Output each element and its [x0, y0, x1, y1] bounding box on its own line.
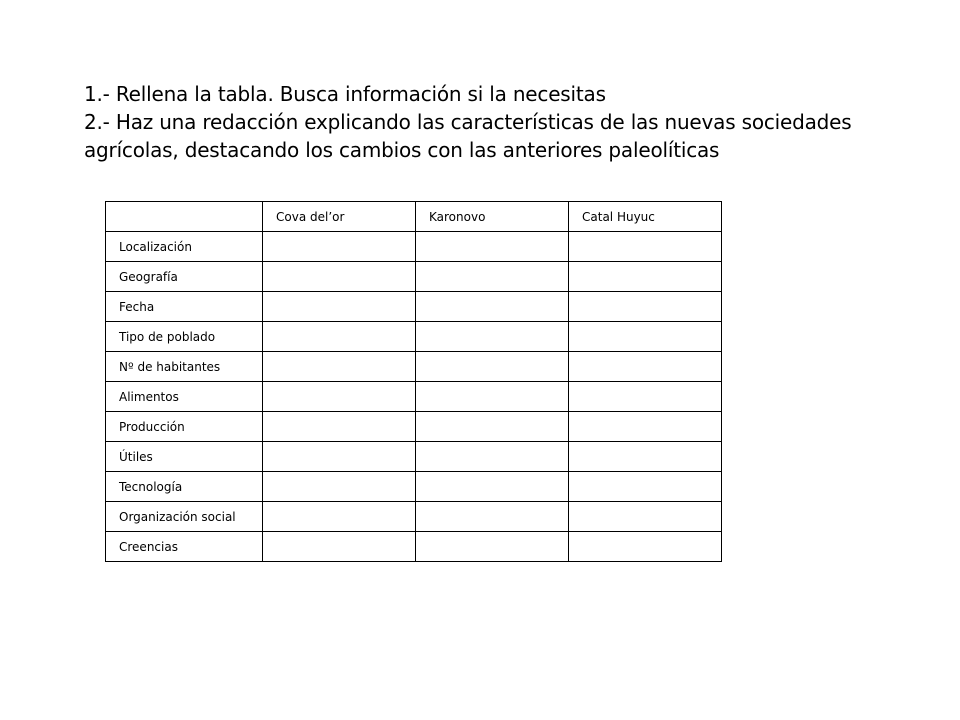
empty-answer-cell[interactable]: [416, 502, 569, 532]
row-label: Fecha: [106, 292, 263, 322]
empty-answer-cell[interactable]: [569, 442, 722, 472]
empty-answer-cell[interactable]: [569, 532, 722, 562]
empty-answer-cell[interactable]: [263, 442, 416, 472]
empty-answer-cell[interactable]: [416, 262, 569, 292]
empty-answer-cell[interactable]: [263, 382, 416, 412]
column-header: Cova del’or: [263, 202, 416, 232]
instructions: [84, 80, 904, 164]
table-row: [106, 232, 722, 262]
empty-answer-cell[interactable]: [416, 442, 569, 472]
empty-answer-cell[interactable]: [416, 532, 569, 562]
column-header: Karonovo: [416, 202, 569, 232]
empty-answer-cell[interactable]: [416, 322, 569, 352]
column-header: Catal Huyuc: [569, 202, 722, 232]
empty-answer-cell[interactable]: [569, 292, 722, 322]
empty-answer-cell[interactable]: [263, 352, 416, 382]
table-row: [106, 442, 722, 472]
table-row: [106, 382, 722, 412]
empty-answer-cell[interactable]: [569, 412, 722, 442]
empty-answer-cell[interactable]: [263, 412, 416, 442]
empty-answer-cell[interactable]: [569, 232, 722, 262]
empty-answer-cell[interactable]: [569, 322, 722, 352]
table-row: [106, 262, 722, 292]
empty-answer-cell[interactable]: [263, 262, 416, 292]
instruction-line-1: 1.- Rellena la tabla. Busca información si la necesitas: [84, 82, 606, 106]
table-row: [106, 412, 722, 442]
empty-answer-cell[interactable]: [569, 352, 722, 382]
row-label: Nº de habitantes: [106, 352, 263, 382]
empty-answer-cell[interactable]: [569, 472, 722, 502]
table-row: [106, 352, 722, 382]
row-label: Geografía: [106, 262, 263, 292]
empty-answer-cell[interactable]: [416, 412, 569, 442]
row-label: Útiles: [106, 442, 263, 472]
row-label: Localización: [106, 232, 263, 262]
empty-answer-cell[interactable]: [416, 292, 569, 322]
empty-answer-cell[interactable]: [569, 262, 722, 292]
empty-answer-cell[interactable]: [569, 502, 722, 532]
empty-answer-cell[interactable]: [263, 292, 416, 322]
table-row: [106, 532, 722, 562]
table-row: [106, 502, 722, 532]
table-header-row: [106, 202, 722, 232]
empty-answer-cell[interactable]: [263, 322, 416, 352]
table-row: [106, 472, 722, 502]
empty-answer-cell[interactable]: [263, 532, 416, 562]
instruction-line-3: agrícolas, destacando los cambios con las anteriores paleolíticas: [84, 138, 720, 162]
row-label: Organización social: [106, 502, 263, 532]
empty-answer-cell[interactable]: [416, 382, 569, 412]
empty-answer-cell[interactable]: [416, 232, 569, 262]
table-row: [106, 322, 722, 352]
row-label: Creencias: [106, 532, 263, 562]
worksheet-table: [105, 201, 722, 562]
empty-answer-cell[interactable]: [263, 232, 416, 262]
row-label: Producción: [106, 412, 263, 442]
empty-answer-cell[interactable]: [263, 472, 416, 502]
empty-answer-cell[interactable]: [416, 352, 569, 382]
empty-answer-cell[interactable]: [569, 382, 722, 412]
empty-answer-cell[interactable]: [263, 502, 416, 532]
instruction-line-2: 2.- Haz una redacción explicando las características de las nuevas sociedades: [84, 110, 852, 134]
row-label: Tecnología: [106, 472, 263, 502]
table-corner-cell: [106, 202, 263, 232]
table-row: [106, 292, 722, 322]
row-label: Tipo de poblado: [106, 322, 263, 352]
row-label: Alimentos: [106, 382, 263, 412]
empty-answer-cell[interactable]: [416, 472, 569, 502]
